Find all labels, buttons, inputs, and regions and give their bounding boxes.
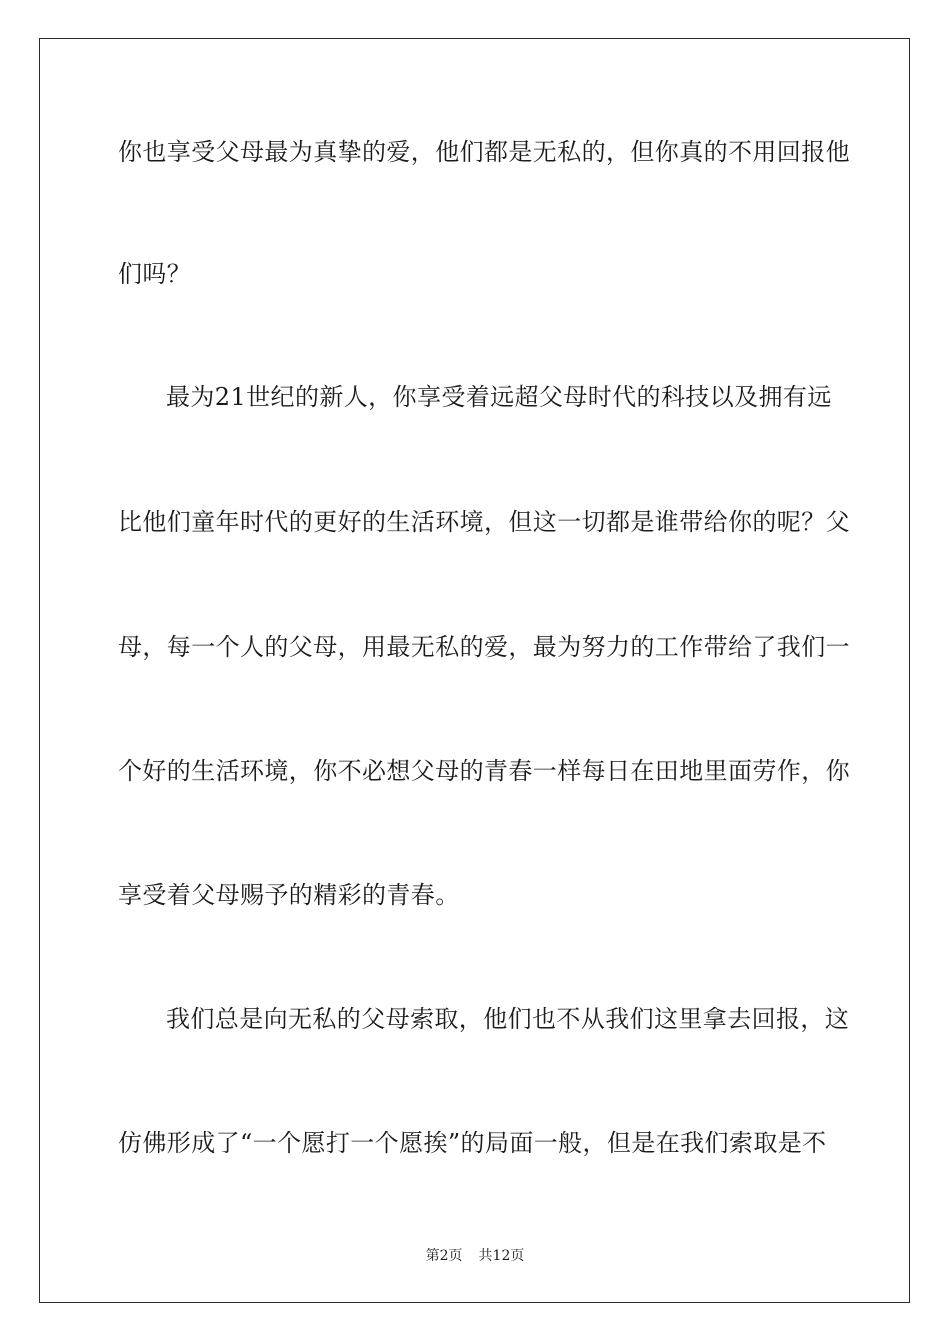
text-line-7: 享受着父母赐予的精彩的青春。 [118,881,460,909]
text-line-2: 们吗？ [118,260,192,288]
text-line-5: 母，每一个人的父母，用最无私的爱，最为努力的工作带给了我们一 [118,633,850,661]
page-number: 第2页 [425,1248,463,1264]
text-line-8: 我们总是向无私的父母索取，他们也不从我们这里拿去回报，这 [166,1005,850,1033]
page-border [39,38,910,1303]
text-line-1: 你也享受父母最为真挚的爱，他们都是无私的，但你真的不用回报他 [118,138,850,166]
text-line-6: 个好的生活环境，你不必想父母的青春一样每日在田地里面劳作，你 [118,757,850,785]
text-line-3: 最为21世纪的新人，你享受着远超父母时代的科技以及拥有远 [166,383,832,411]
page-footer [0,1246,950,1266]
page-total: 共12页 [478,1248,525,1264]
text-line-4: 比他们童年时代的更好的生活环境，但这一切都是谁带给你的呢？父 [118,508,850,536]
text-line-9: 仿佛形成了“一个愿打一个愿挨”的局面一般，但是在我们索取是不 [118,1129,827,1157]
